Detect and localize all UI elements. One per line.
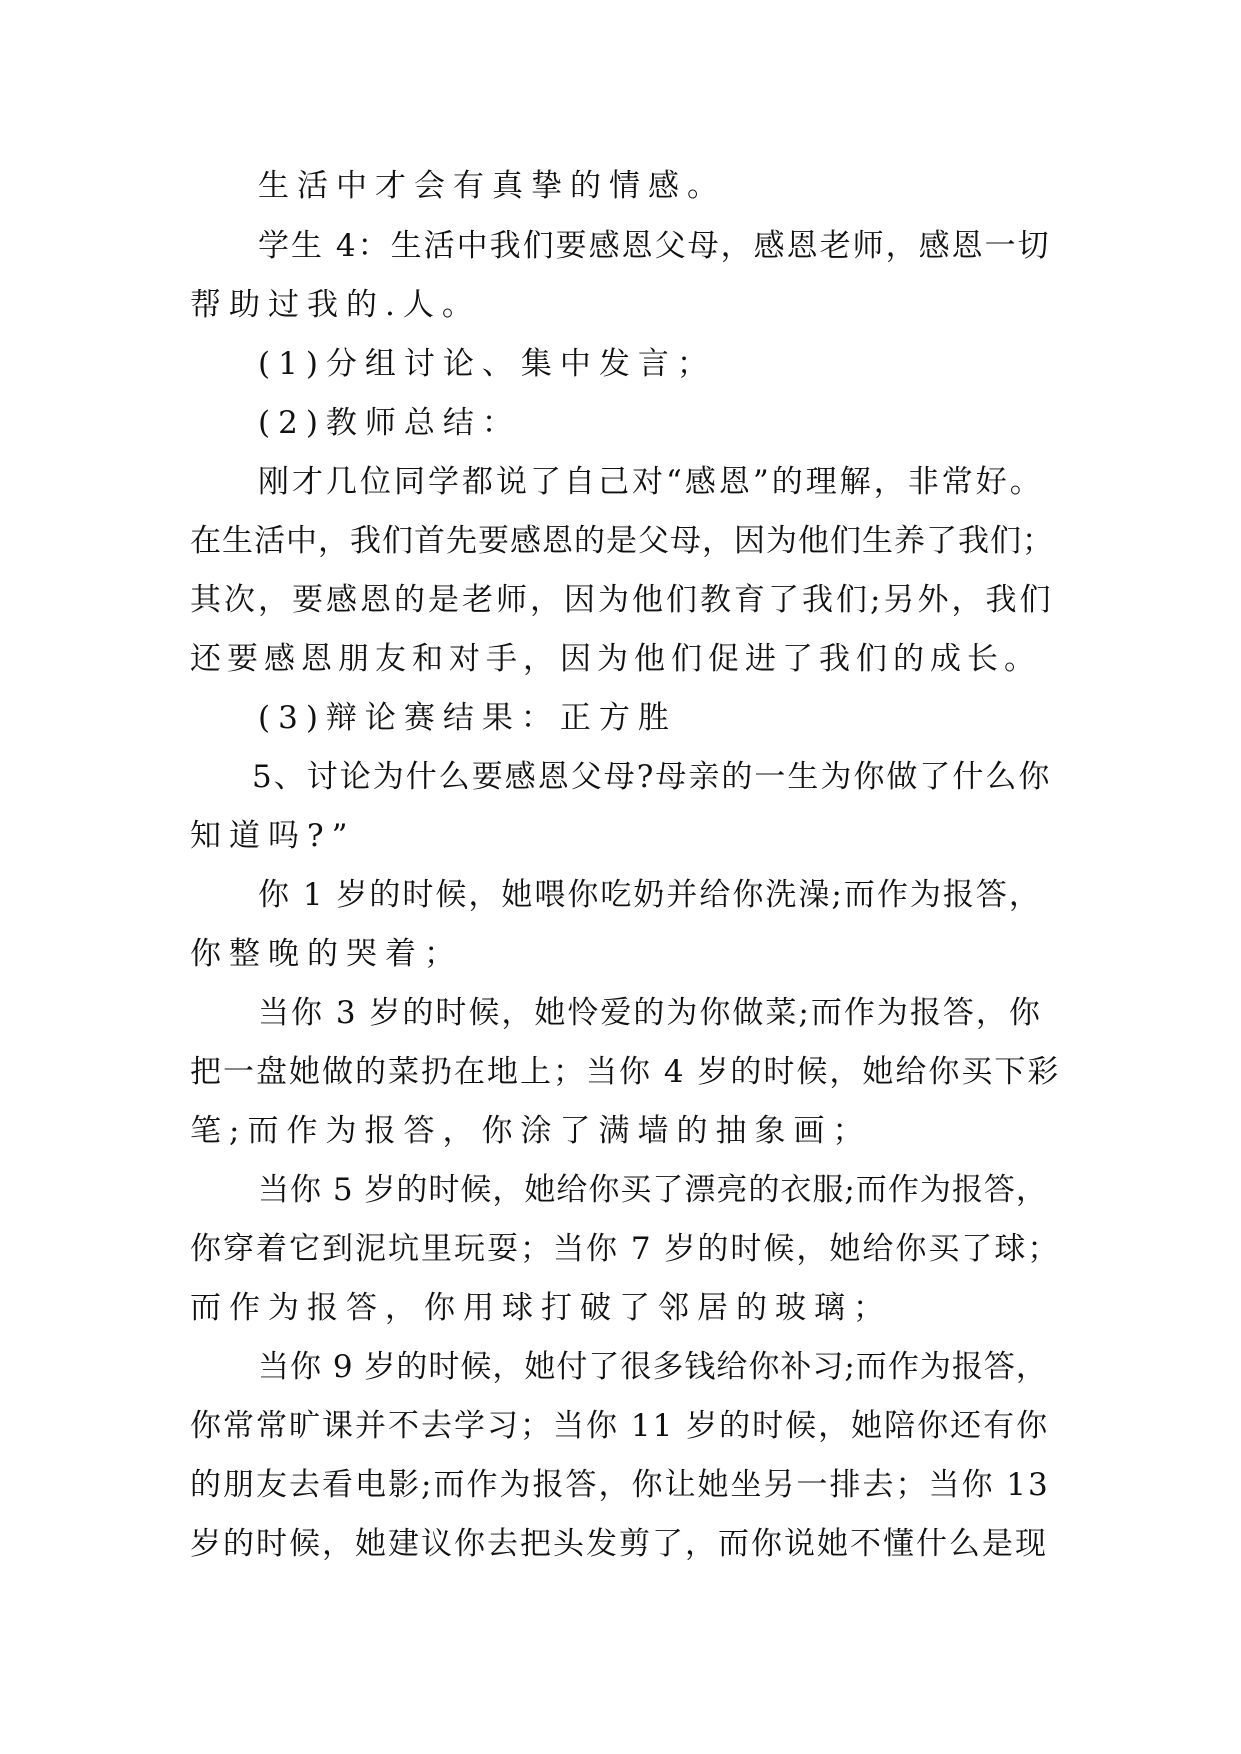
text-line-16: 把一盘她做的菜扔在地上；当你 4 岁的时候，她给你买下彩	[190, 1054, 1061, 1090]
text-line-4: (1)分组讨论、集中发言；	[258, 346, 716, 382]
text-line-9: 还要感恩朋友和对手，因为他们促进了我们的成长。	[190, 641, 1041, 677]
text-line-8: 其次，要感恩的是老师，因为他们教育了我们;另外，我们	[190, 582, 1054, 618]
text-line-12: 知道吗?”	[190, 818, 356, 854]
text-line-17: 笔;而作为报答，你涂了满墙的抽象画；	[190, 1113, 872, 1149]
text-line-10: (3)辩论赛结果：正方胜	[258, 700, 677, 736]
text-line-13: 你 1 岁的时候，她喂你吃奶并给你洗澡;而作为报答，	[258, 877, 1042, 913]
text-line-5: (2)教师总结：	[258, 405, 521, 441]
text-line-23: 的朋友去看电影;而作为报答，你让她坐另一排去；当你 13	[190, 1467, 1050, 1503]
text-line-11: 5、讨论为什么要感恩父母?母亲的一生为你做了什么你	[252, 759, 1052, 795]
text-line-20: 而作为报答，你用球打破了邻居的玻璃；	[190, 1290, 892, 1326]
text-line-6: 刚才几位同学都说了自己对“感恩”的理解，非常好。	[258, 464, 1044, 500]
text-line-15: 当你 3 岁的时候，她怜爱的为你做菜;而作为报答，你	[258, 995, 1042, 1031]
text-line-24: 岁的时候，她建议你去把头发剪了，而你说她不懂什么是现	[190, 1526, 1048, 1562]
text-line-7: 在生活中，我们首先要感恩的是父母，因为他们生养了我们；	[190, 523, 1054, 559]
text-line-3: 帮助过我的.人。	[190, 287, 481, 323]
text-line-1: 生活中才会有真挚的情感。	[258, 168, 726, 204]
text-line-21: 当你 9 岁的时候，她付了很多钱给你补习;而作为报答，	[258, 1349, 1048, 1385]
text-line-22: 你常常旷课并不去学习；当你 11 岁的时候，她陪你还有你	[190, 1408, 1050, 1444]
text-line-2: 学生 4：生活中我们要感恩父母，感恩老师，感恩一切	[258, 228, 1051, 264]
text-line-14: 你整晚的哭着；	[190, 936, 463, 972]
text-line-18: 当你 5 岁的时候，她给你买了漂亮的衣服;而作为报答，	[258, 1172, 1048, 1208]
text-line-19: 你穿着它到泥坑里玩耍；当你 7 岁的时候，她给你买了球；	[190, 1231, 1061, 1267]
